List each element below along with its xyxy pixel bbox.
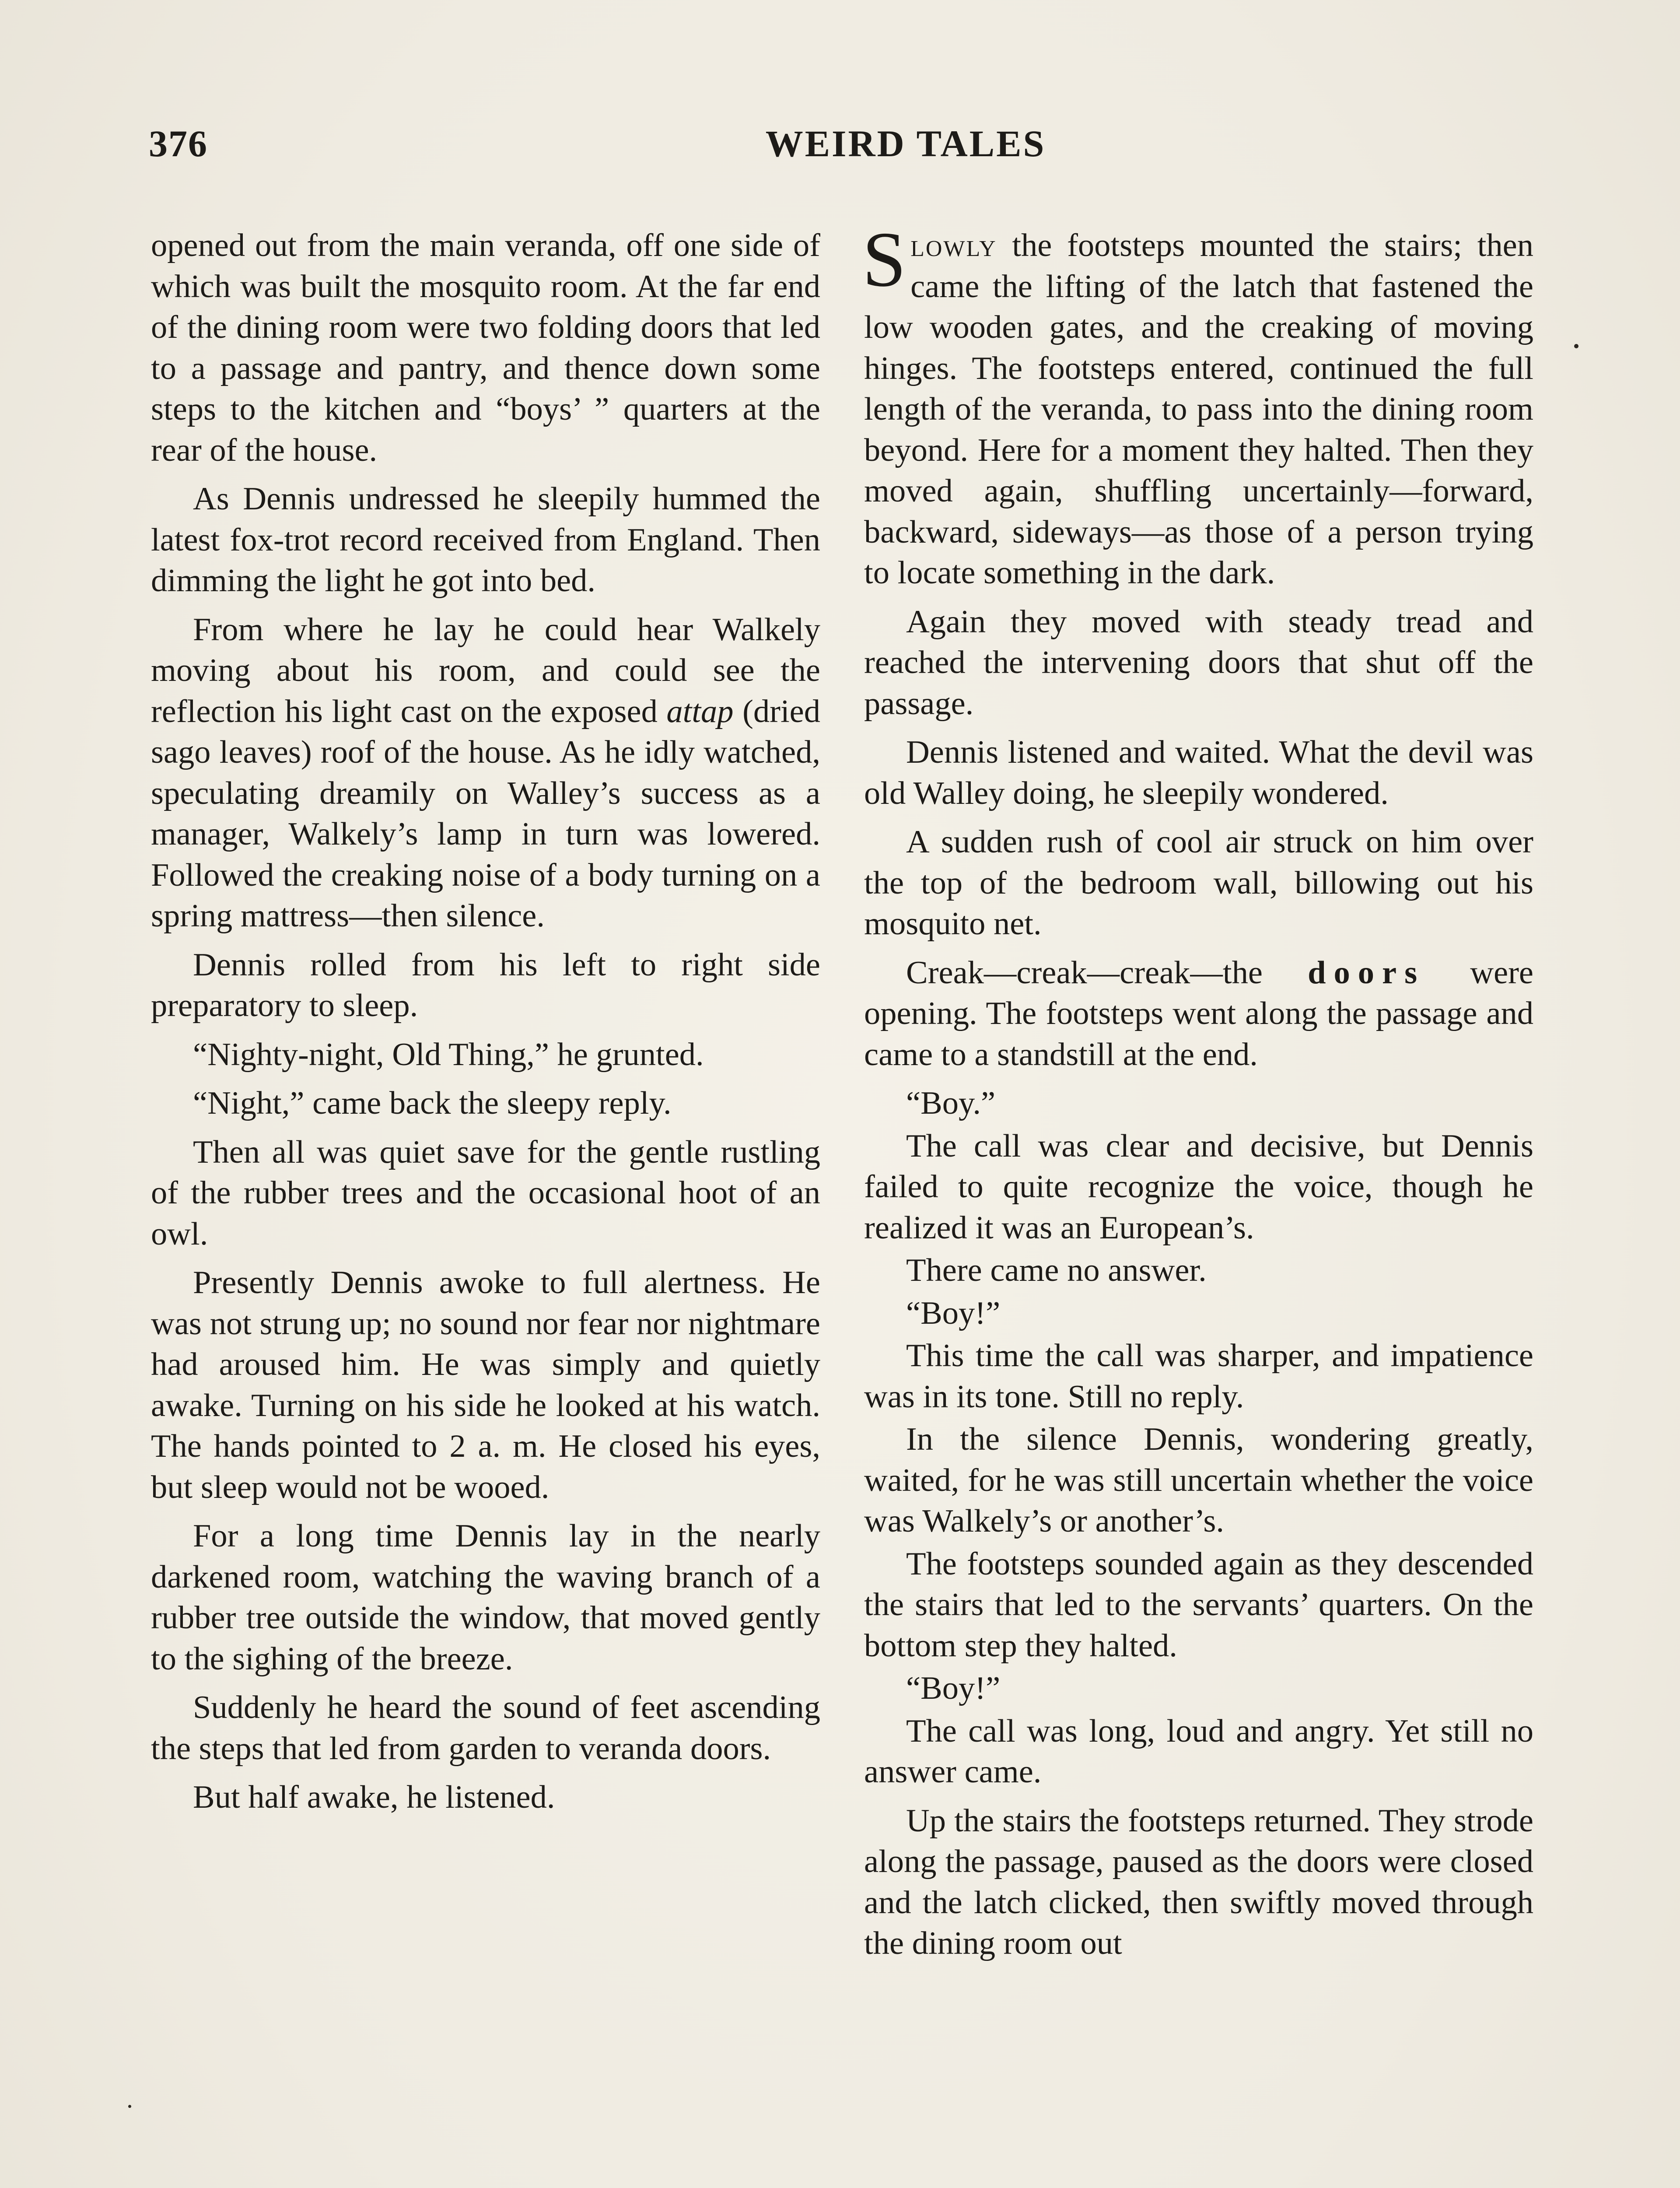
spaced-word: doors xyxy=(1308,954,1425,991)
text-run: Creak—creak—creak—the xyxy=(906,954,1308,991)
paragraph: For a long time Dennis lay in the nearly darkened room, watching the waving branch of a rubber tree outside the window, that moved gently to the sighing of the breeze. xyxy=(151,1518,820,1677)
paragraph: Up the stairs the footsteps returned. They strode along the passage, paused as the doors were closed and the latch clicked, then swiftly moved through the dining room out xyxy=(864,1802,1533,1961)
page-number: 376 xyxy=(149,123,208,165)
paragraph xyxy=(862,216,1533,594)
small-caps-lead: lowly xyxy=(910,228,997,263)
paragraph: Dennis rolled from his left to right side preparatory to sleep. xyxy=(151,947,820,1024)
print-speck xyxy=(128,2105,131,2108)
paragraph: “Boy!” xyxy=(906,1670,1001,1706)
page-header xyxy=(149,122,1540,174)
paragraph: The footsteps sounded again as they descended the stairs that led to the servants’ quarters. On the bottom step they halted. xyxy=(864,1546,1533,1664)
paragraph: Presently Dennis awoke to full alertness. He was not strung up; no sound nor fear nor nightmare had aroused him. He was simply and quietly awake. Turning on his side he looked at his watch. The hands pointed to 2 a. m. He closed his eyes, but sleep would not be wooed. xyxy=(151,1265,820,1505)
paragraph: opened out from the main veranda, off one side of which was built the mosquito room. At the far end of the dining room were two folding doors that led to a passage and pantry, and thence down some steps to the kitchen and “boys’ ” quarters at the rear of the house. xyxy=(151,228,820,468)
paragraph: Then all was quiet save for the gentle rustling of the rubber trees and the occasional hoot of an owl. xyxy=(151,1134,820,1252)
paragraph: In the silence Dennis, wondering greatly, waited, for he was still uncertain whether the voice was Walkely’s or another’s. xyxy=(864,1421,1533,1539)
paragraph xyxy=(864,953,1533,1076)
paragraph: The call was long, loud and angry. Yet still no answer came. xyxy=(864,1713,1533,1790)
paragraph: But half awake, he listened. xyxy=(193,1779,555,1815)
running-title: WEIRD TALES xyxy=(765,123,1046,165)
paragraph: This time the call was sharper, and impatience was in its tone. Still no reply. xyxy=(864,1338,1533,1415)
print-speck xyxy=(1574,344,1578,348)
drop-cap: S xyxy=(862,216,906,303)
text-run: the footsteps mounted the stairs; then came the lifting of the latch that fastened the low wooden gates, and the creaking of moving hinges. The footsteps entered, continued the full length of the veranda, to pass into the dining room beyond. Here for a moment they halted. Then they moved again, shuffling uncertainly—forward, backward, sideways—as those of a person trying to locate something in the dark. xyxy=(864,228,1533,591)
paragraph: Again they moved with steady tread and reached the intervening doors that shut off the passage. xyxy=(864,603,1533,722)
text-run: (dried sago leaves) roof of the house. As he idly watched, speculating dreamily on Walley’s success as a manager, Walkely’s lamp in turn was lowered. Followed the creaking noise of a body turning on a spring mattress—then silence. xyxy=(151,693,820,934)
paragraph: The call was clear and decisive, but Dennis failed to quite recognize the voice, though he realized it was an European’s. xyxy=(864,1128,1533,1246)
paragraph xyxy=(151,610,820,937)
text-run: From where he lay he could hear Walkely moving about his room, and could see the reflection his light cast on the exposed xyxy=(151,611,820,729)
paragraph: Suddenly he heard the sound of feet ascending the steps that led from garden to veranda doors. xyxy=(151,1690,820,1767)
paragraph: There came no answer. xyxy=(906,1252,1207,1288)
paragraph: “Boy.” xyxy=(906,1085,996,1121)
italic-term: attap xyxy=(666,693,734,729)
paragraph: “Night,” came back the sleepy reply. xyxy=(193,1085,672,1121)
right-column xyxy=(862,216,1534,2188)
paragraph: Dennis listened and waited. What the devil was old Walley doing, he sleepily wondered. xyxy=(864,734,1533,811)
paragraph: As Dennis undressed he sleepily hummed the latest fox-trot record received from England. Then dimming the light he got into bed. xyxy=(151,481,820,599)
left-column xyxy=(151,225,820,2188)
text-run: were opening. The footsteps went along the passage and came to a standstill at the end. xyxy=(864,954,1534,1073)
paragraph: “Boy!” xyxy=(906,1295,1001,1331)
paragraph: A sudden rush of cool air struck on him over the top of the bedroom wall, billowing out his mosquito net. xyxy=(864,824,1533,942)
paragraph: “Nighty-night, Old Thing,” he grunted. xyxy=(193,1036,704,1073)
